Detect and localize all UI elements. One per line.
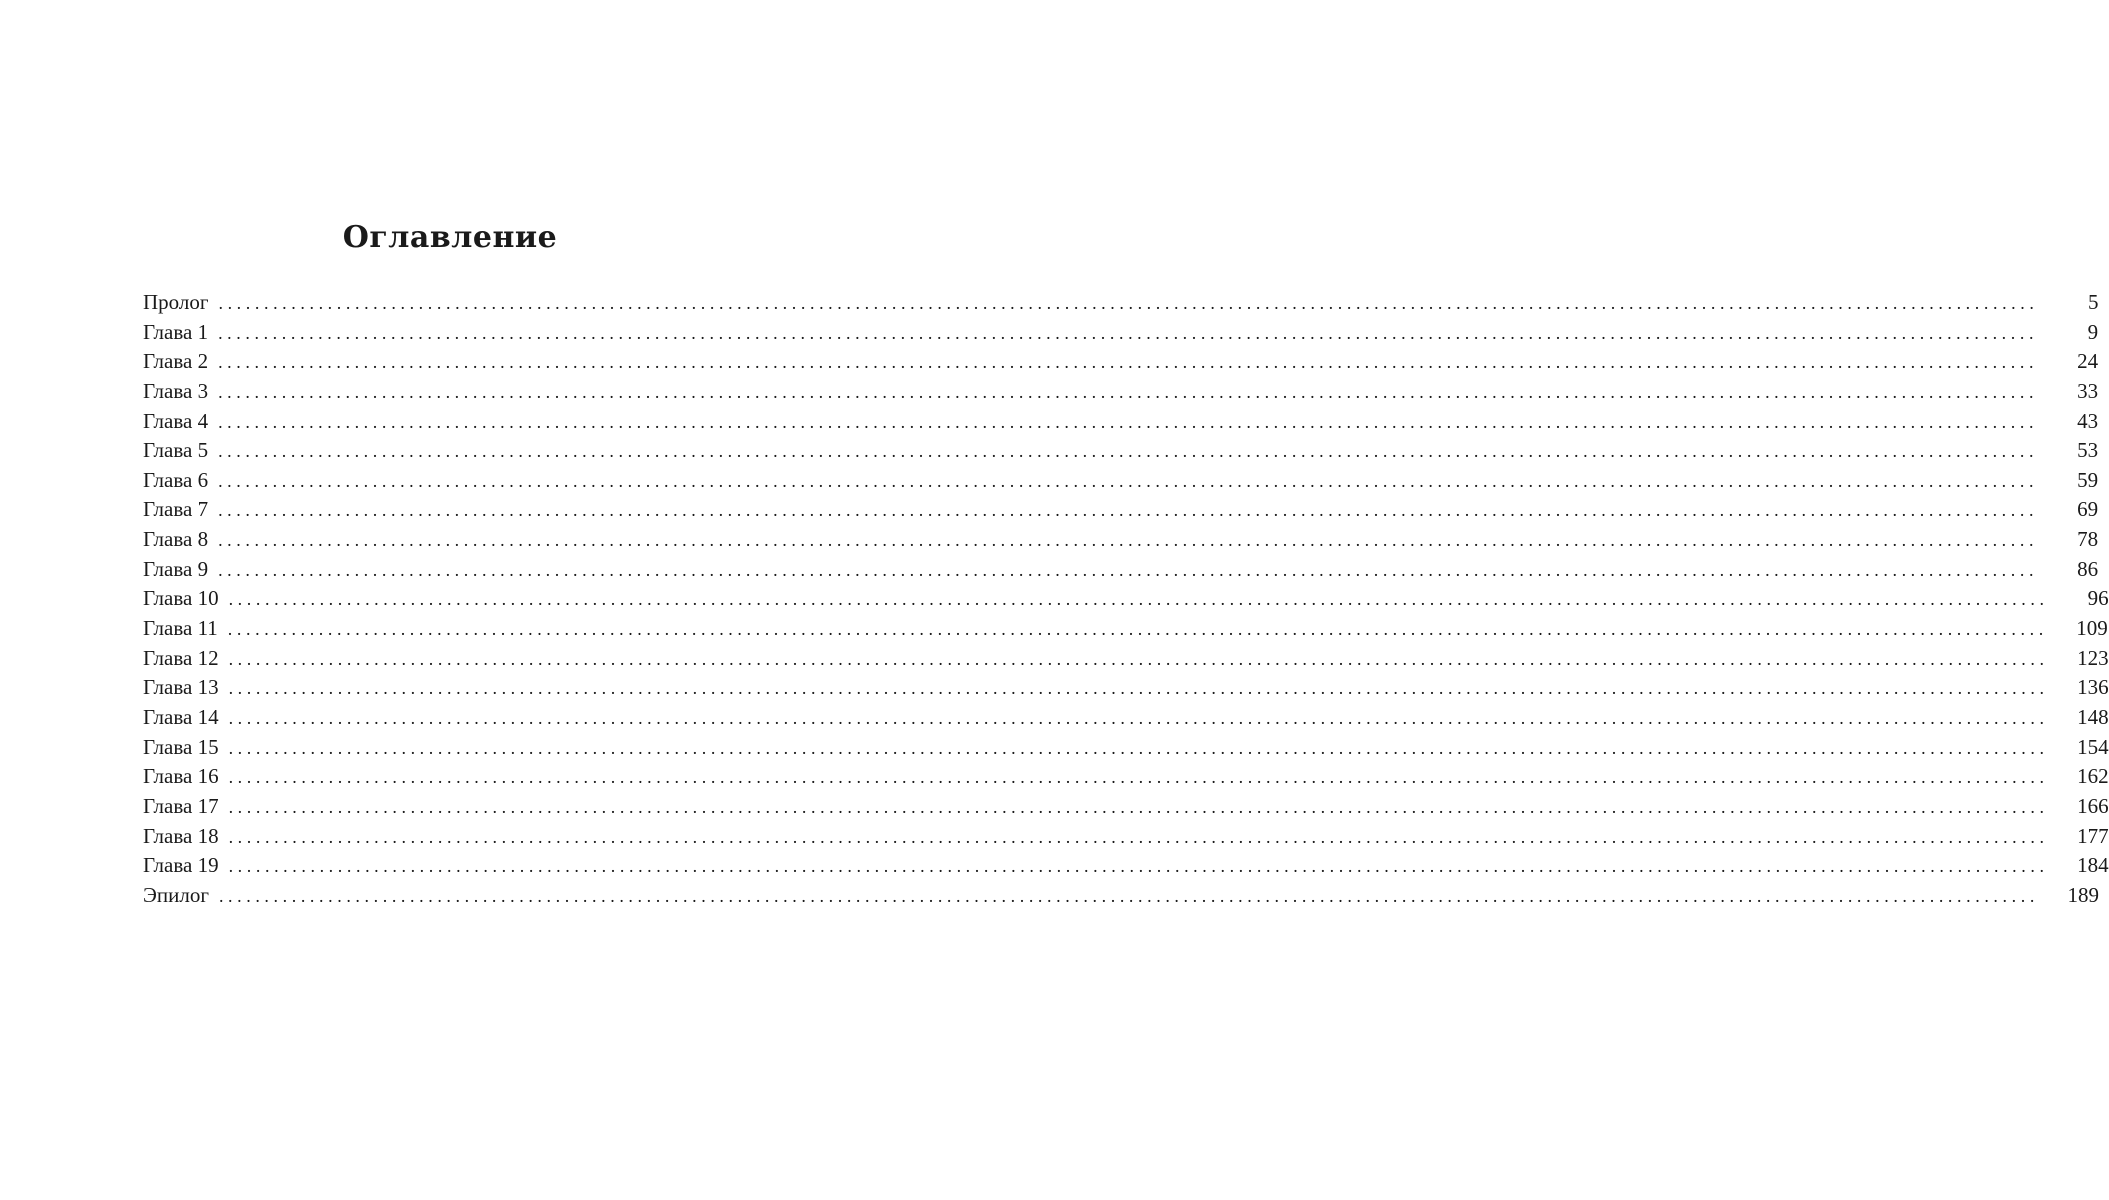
toc-entry[interactable] (143, 822, 2109, 852)
toc-entry-page-number: 166 (2077, 793, 2109, 818)
toc-entry-label: Глава 16 (143, 764, 219, 789)
toc-entry-label: Глава 15 (143, 734, 219, 759)
toc-entry-page-number: 24 (2077, 349, 2099, 374)
toc-entry-page-number: 184 (2077, 853, 2109, 878)
toc-entry[interactable] (143, 347, 2099, 377)
dot-leader: ........................................................................................................................................................................................................ (228, 648, 2049, 669)
toc-entry[interactable] (143, 584, 2109, 614)
dot-leader: ........................................................................................................................................................................................................ (227, 619, 2048, 640)
dot-leader: ........................................................................................................................................................................................................ (218, 381, 2039, 402)
dot-leader: ........................................................................................................................................................................................................ (228, 707, 2049, 728)
toc-entry-page-number: 53 (2077, 438, 2099, 463)
dot-leader: ........................................................................................................................................................................................................ (228, 796, 2049, 817)
toc-entry-page-number: 177 (2077, 823, 2109, 848)
toc-entry[interactable] (143, 288, 2099, 318)
page-title: Оглавление (342, 220, 558, 255)
toc-entry-page-number: 9 (2087, 319, 2099, 344)
dot-leader: ........................................................................................................................................................................................................ (218, 500, 2039, 521)
toc-entry[interactable] (143, 881, 2099, 911)
toc-entry-label: Глава 5 (143, 438, 209, 463)
toc-entry-page-number: 59 (2077, 467, 2099, 492)
toc-entry[interactable] (143, 407, 2099, 437)
dot-leader: ........................................................................................................................................................................................................ (218, 885, 2039, 906)
toc-entry[interactable] (143, 318, 2099, 348)
toc-entry-label: Глава 14 (143, 704, 219, 729)
toc-entry-page-number: 5 (2087, 290, 2099, 314)
toc-entry-label: Глава 2 (143, 349, 209, 374)
dot-leader: ........................................................................................................................................................................................................ (218, 293, 2039, 313)
toc-entry-page-number: 43 (2077, 408, 2099, 433)
toc-entry-page-number: 109 (2076, 616, 2108, 641)
toc-entry-label: Глава 1 (143, 319, 209, 344)
toc-entry-label: Глава 17 (143, 793, 219, 818)
toc-entry[interactable] (143, 733, 2109, 763)
dot-leader: ........................................................................................................................................................................................................ (228, 856, 2049, 877)
dot-leader: ........................................................................................................................................................................................................ (218, 322, 2039, 343)
dot-leader: ........................................................................................................................................................................................................ (228, 737, 2049, 758)
toc-entry-page-number: 123 (2077, 645, 2109, 670)
dot-leader: ........................................................................................................................................................................................................ (218, 470, 2039, 491)
toc-entry-page-number: 96 (2087, 586, 2109, 611)
toc-entry-label: Глава 6 (143, 467, 209, 492)
toc-entry-label: Глава 13 (143, 675, 219, 700)
toc-entry[interactable] (143, 614, 2108, 644)
toc-entry-label: Глава 11 (143, 616, 218, 641)
toc-entry-label: Глава 4 (143, 408, 209, 433)
toc-entry[interactable] (143, 644, 2109, 674)
toc-entry-label: Глава 19 (143, 853, 219, 878)
toc-entry[interactable] (143, 703, 2109, 733)
dot-leader: ........................................................................................................................................................................................................ (218, 352, 2039, 373)
toc-entry-page-number: 136 (2077, 675, 2109, 700)
dot-leader: ........................................................................................................................................................................................................ (218, 530, 2039, 551)
dot-leader: ........................................................................................................................................................................................................ (228, 826, 2049, 847)
dot-leader: ........................................................................................................................................................................................................ (228, 678, 2049, 699)
toc-entry-page-number: 86 (2077, 556, 2099, 581)
dot-leader: ........................................................................................................................................................................................................ (218, 441, 2039, 462)
toc-entry[interactable] (143, 466, 2099, 496)
toc-entry-page-number: 33 (2077, 378, 2099, 403)
toc-entry[interactable] (143, 851, 2109, 881)
dot-leader: ........................................................................................................................................................................................................ (228, 589, 2049, 610)
toc-entry[interactable] (143, 377, 2099, 407)
toc-entry[interactable] (143, 436, 2099, 466)
toc-entry-label: Глава 18 (143, 823, 219, 848)
toc-entry[interactable] (143, 762, 2109, 792)
dot-leader: ........................................................................................................................................................................................................ (228, 767, 2049, 788)
toc-entry-page-number: 148 (2077, 704, 2109, 729)
toc-entry-label: Пролог (143, 290, 209, 314)
toc-entry-page-number: 78 (2077, 527, 2099, 552)
toc-entry[interactable] (143, 673, 2109, 703)
toc-entry-label: Глава 9 (143, 556, 209, 581)
table-of-contents (143, 288, 2109, 910)
toc-entry-page-number: 189 (2067, 882, 2099, 907)
toc-entry-page-number: 154 (2077, 734, 2109, 759)
dot-leader: ........................................................................................................................................................................................................ (218, 411, 2039, 432)
toc-entry-label: Глава 8 (143, 527, 209, 552)
toc-entry[interactable] (143, 495, 2099, 525)
toc-entry-label: Глава 7 (143, 497, 209, 522)
toc-entry-page-number: 69 (2077, 497, 2099, 522)
toc-entry-label: Глава 10 (143, 586, 219, 611)
toc-entry-label: Глава 12 (143, 645, 219, 670)
toc-entry-label: Эпилог (143, 882, 209, 907)
toc-entry[interactable] (143, 792, 2109, 822)
dot-leader: ........................................................................................................................................................................................................ (218, 559, 2039, 580)
toc-entry[interactable] (143, 555, 2099, 585)
toc-entry[interactable] (143, 525, 2099, 555)
toc-entry-label: Глава 3 (143, 378, 209, 403)
toc-entry-page-number: 162 (2077, 764, 2109, 789)
